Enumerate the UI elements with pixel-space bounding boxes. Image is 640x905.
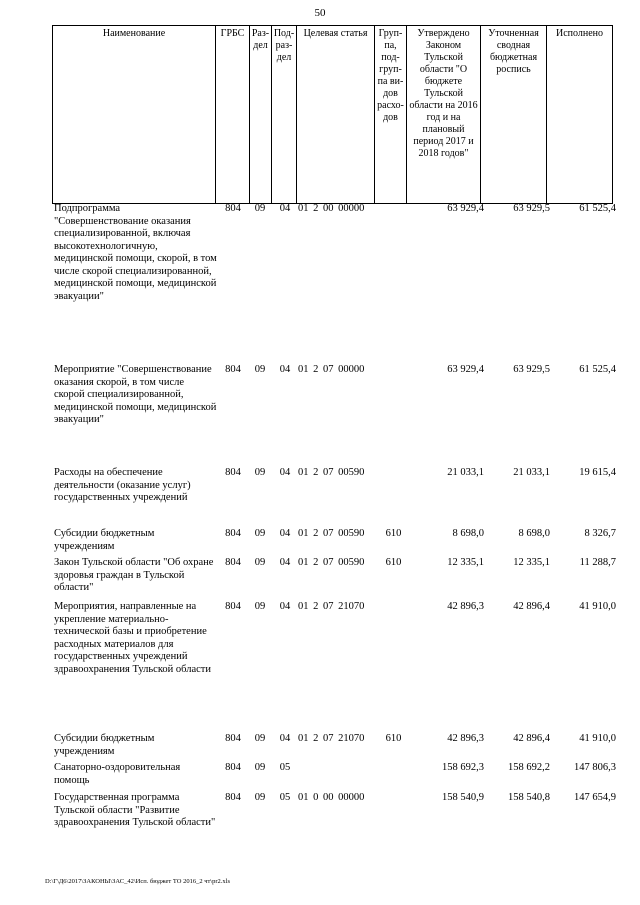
row-celevaya: 01 2 07 00590	[298, 528, 365, 539]
row-grbs: 804	[225, 467, 241, 478]
row-podrazdel: 04	[279, 733, 291, 744]
row-razdel: 09	[254, 557, 266, 568]
row-utochnennaya: 12 335,1	[513, 557, 550, 568]
row-podrazdel: 04	[279, 528, 291, 539]
row-utochnennaya: 42 896,4	[513, 601, 550, 612]
row-utochnennaya: 63 929,5	[513, 364, 550, 375]
row-grbs: 804	[225, 792, 241, 803]
row-podrazdel: 04	[279, 557, 291, 568]
row-name: Субсидии бюджетным учреждениям	[54, 733, 155, 757]
row-razdel: 09	[254, 467, 266, 478]
row-gruppa: 610	[385, 733, 402, 744]
row-celevaya: 01 2 00 00000	[298, 203, 365, 214]
row-name: Мероприятие "Совершенствование оказания скорой, в том числе скорой специализированной, медицинской помощи, медицинской эвакуации"	[54, 364, 217, 425]
row-name: Подпрограмма "Совершенствование оказания специализированной, включая высокотехнологичную, медицинской помощи, скорой, в том числе скорой специализированной, медицинской помощи, медицинской эвакуации"	[54, 203, 217, 302]
row-celevaya: 01 2 07 00000	[298, 364, 365, 375]
row-podrazdel: 05	[279, 792, 291, 803]
file-path-footer: D:\Г\Д6\2017\ЗАКОНЫ\ЗАС_42\Исп. бюджет ТО 2016_2 чт\pr2.xls	[45, 878, 230, 885]
row-utochnennaya: 158 540,8	[508, 792, 550, 803]
row-ispolneno: 147 806,3	[574, 762, 616, 773]
header-utverzhdeno: Утверждено Законом Тульской области "О бюджете Тульской области на 2016 год и на плановый период 2017 и 2018 годов"	[407, 26, 481, 204]
row-grbs: 804	[225, 203, 241, 214]
row-razdel: 09	[254, 792, 266, 803]
row-utochnennaya: 8 698,0	[518, 528, 550, 539]
row-utverzhdeno: 21 033,1	[447, 467, 484, 478]
row-ispolneno: 61 525,4	[579, 364, 616, 375]
row-razdel: 09	[254, 601, 266, 612]
row-razdel: 09	[254, 733, 266, 744]
row-name: Мероприятия, направленные на укрепление материально-технической базы и приобретение расходных материалов для государственных учреждений здравоохранения Тульской области	[54, 601, 211, 675]
row-razdel: 09	[254, 762, 266, 773]
row-razdel: 09	[254, 528, 266, 539]
row-grbs: 804	[225, 762, 241, 773]
row-ispolneno: 41 910,0	[579, 733, 616, 744]
row-utverzhdeno: 158 692,3	[442, 762, 484, 773]
row-razdel: 09	[254, 364, 266, 375]
row-utverzhdeno: 42 896,3	[447, 601, 484, 612]
row-utochnennaya: 158 692,2	[508, 762, 550, 773]
row-utochnennaya: 63 929,5	[513, 203, 550, 214]
row-utverzhdeno: 42 896,3	[447, 733, 484, 744]
row-name: Субсидии бюджетным учреждениям	[54, 528, 155, 552]
row-utverzhdeno: 63 929,4	[447, 364, 484, 375]
header-gruppa: Груп-па, под-груп-па ви-дов расхо-дов	[375, 26, 407, 204]
row-gruppa: 610	[385, 528, 402, 539]
row-gruppa: 610	[385, 557, 402, 568]
row-ispolneno: 147 654,9	[574, 792, 616, 803]
row-podrazdel: 04	[279, 364, 291, 375]
header-celevaya: Целевая статья	[297, 26, 375, 204]
header-podrazdel: Под-раз-дел	[272, 26, 297, 204]
header-razdel: Раз-дел	[250, 26, 272, 204]
row-grbs: 804	[225, 364, 241, 375]
row-celevaya: 01 2 07 21070	[298, 733, 365, 744]
row-ispolneno: 11 288,7	[579, 557, 616, 568]
header-ispolneno: Исполнено	[547, 26, 613, 204]
row-celevaya: 01 2 07 00590	[298, 557, 365, 568]
row-utochnennaya: 21 033,1	[513, 467, 550, 478]
row-celevaya: 01 2 07 00590	[298, 467, 365, 478]
header-utochnennaya: Уточненная сводная бюджетная роспись	[481, 26, 547, 204]
row-ispolneno: 19 615,4	[579, 467, 616, 478]
row-celevaya: 01 2 07 21070	[298, 601, 365, 612]
row-celevaya: 01 0 00 00000	[298, 792, 365, 803]
row-utverzhdeno: 12 335,1	[447, 557, 484, 568]
row-utverzhdeno: 63 929,4	[447, 203, 484, 214]
page-number: 50	[314, 7, 326, 19]
row-grbs: 804	[225, 601, 241, 612]
header-grbs: ГРБС	[216, 26, 250, 204]
row-utverzhdeno: 8 698,0	[452, 528, 484, 539]
row-utverzhdeno: 158 540,9	[442, 792, 484, 803]
row-name: Государственная программа Тульской области "Развитие здравоохранения Тульской области"	[54, 792, 216, 828]
row-razdel: 09	[254, 203, 266, 214]
row-podrazdel: 04	[279, 203, 291, 214]
row-grbs: 804	[225, 733, 241, 744]
row-ispolneno: 8 326,7	[584, 528, 616, 539]
row-podrazdel: 05	[279, 762, 291, 773]
row-grbs: 804	[225, 528, 241, 539]
row-name: Расходы на обеспечение деятельности (оказание услуг) государственных учреждений	[54, 467, 191, 503]
row-grbs: 804	[225, 557, 241, 568]
table-header	[52, 25, 613, 204]
header-name: Наименование	[53, 26, 216, 204]
row-podrazdel: 04	[279, 467, 291, 478]
row-name: Закон Тульской области "Об охране здоровья граждан в Тульской области"	[54, 557, 214, 593]
row-ispolneno: 61 525,4	[579, 203, 616, 214]
row-name: Санаторно-оздоровительная помощь	[54, 762, 181, 786]
row-utochnennaya: 42 896,4	[513, 733, 550, 744]
row-ispolneno: 41 910,0	[579, 601, 616, 612]
row-podrazdel: 04	[279, 601, 291, 612]
